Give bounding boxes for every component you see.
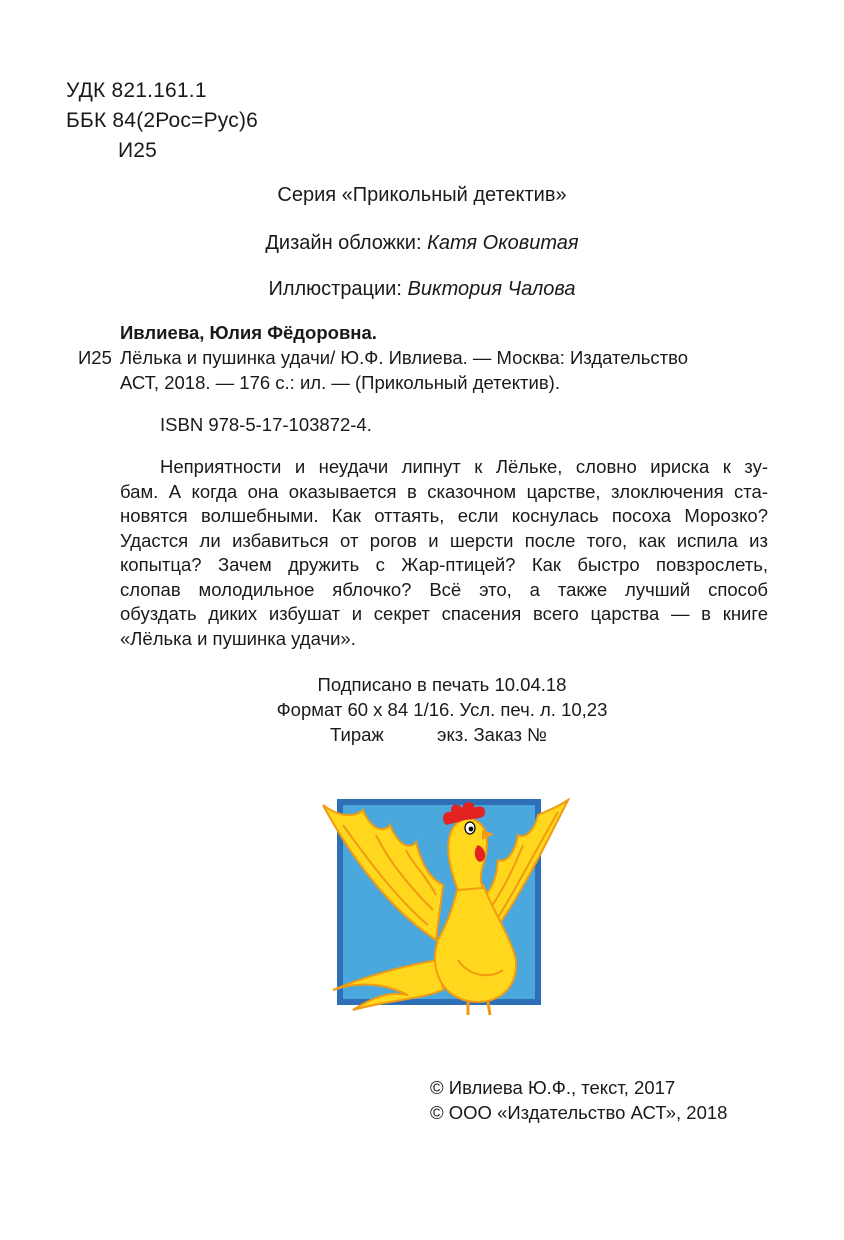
isbn: ISBN 978-5-17-103872-4.	[160, 414, 372, 435]
annotation-line: обуздать диких избушат и секрет спасения всего царства — в книге	[120, 603, 768, 624]
firebird-illustration	[318, 790, 573, 1045]
bbk-code: ББК 84(2Рос=Рус)6	[66, 109, 259, 132]
imprint-copies-order: экз. Заказ №	[437, 724, 548, 745]
series-line: Серия «Прикольный детектив»	[277, 184, 567, 206]
cover-design-label: Дизайн обложки:	[265, 232, 422, 254]
annotation-paragraph	[120, 455, 768, 651]
imprint-format: Формат 60 x 84 1/16. Усл. печ. л. 10,23	[276, 699, 608, 720]
imprint-signed: Подписано в печать 10.04.18	[317, 674, 567, 695]
illustrations-label: Иллюстрации:	[268, 278, 402, 300]
annotation-line: копытца? Зачем дружить с Жар-птицей? Как быстро повзрослеть,	[120, 554, 768, 575]
imprint-print-run: Тираж	[330, 724, 384, 745]
record-desc-line2: АСТ, 2018. — 176 с.: ил. — (Прикольный детектив).	[120, 372, 560, 393]
annotation-line: бам. А когда она оказывается в сказочном царстве, злоключения ста-	[120, 480, 768, 502]
annotation-line: Неприятности и неудачи липнут к Лёльке, словно ириска к зу-	[160, 456, 768, 477]
author-index: И25	[118, 139, 158, 162]
record-margin-index: И25	[78, 347, 112, 368]
annotation-line: Удастся ли избавиться от рогов и шерсти после того, как испила из	[120, 529, 768, 551]
annotation-line: слопав молодильное яблочко? Всё это, а также лучший способ	[120, 578, 768, 600]
record-author: Ивлиева, Юлия Фёдоровна.	[120, 322, 377, 343]
copyright-publisher: © ООО «Издательство АСТ», 2018	[430, 1102, 728, 1123]
annotation-line: новятся волшебными. Как оттаять, если коснулась посоха Морозко?	[120, 505, 768, 526]
record-desc-line1: Лёлька и пушинка удачи/ Ю.Ф. Ивлиева. — Москва: Издательство	[120, 347, 689, 368]
cover-designer-name: Катя Оковитая	[427, 232, 579, 254]
cover-design-line	[0, 230, 844, 256]
copyright-text: © Ивлиева Ю.Ф., текст, 2017	[430, 1077, 676, 1098]
illustrations-line	[0, 276, 844, 302]
illustrator-name: Виктория Чалова	[407, 278, 576, 300]
annotation-line: «Лёлька и пушинка удачи».	[120, 627, 356, 649]
udk-code: УДК 821.161.1	[66, 79, 207, 102]
